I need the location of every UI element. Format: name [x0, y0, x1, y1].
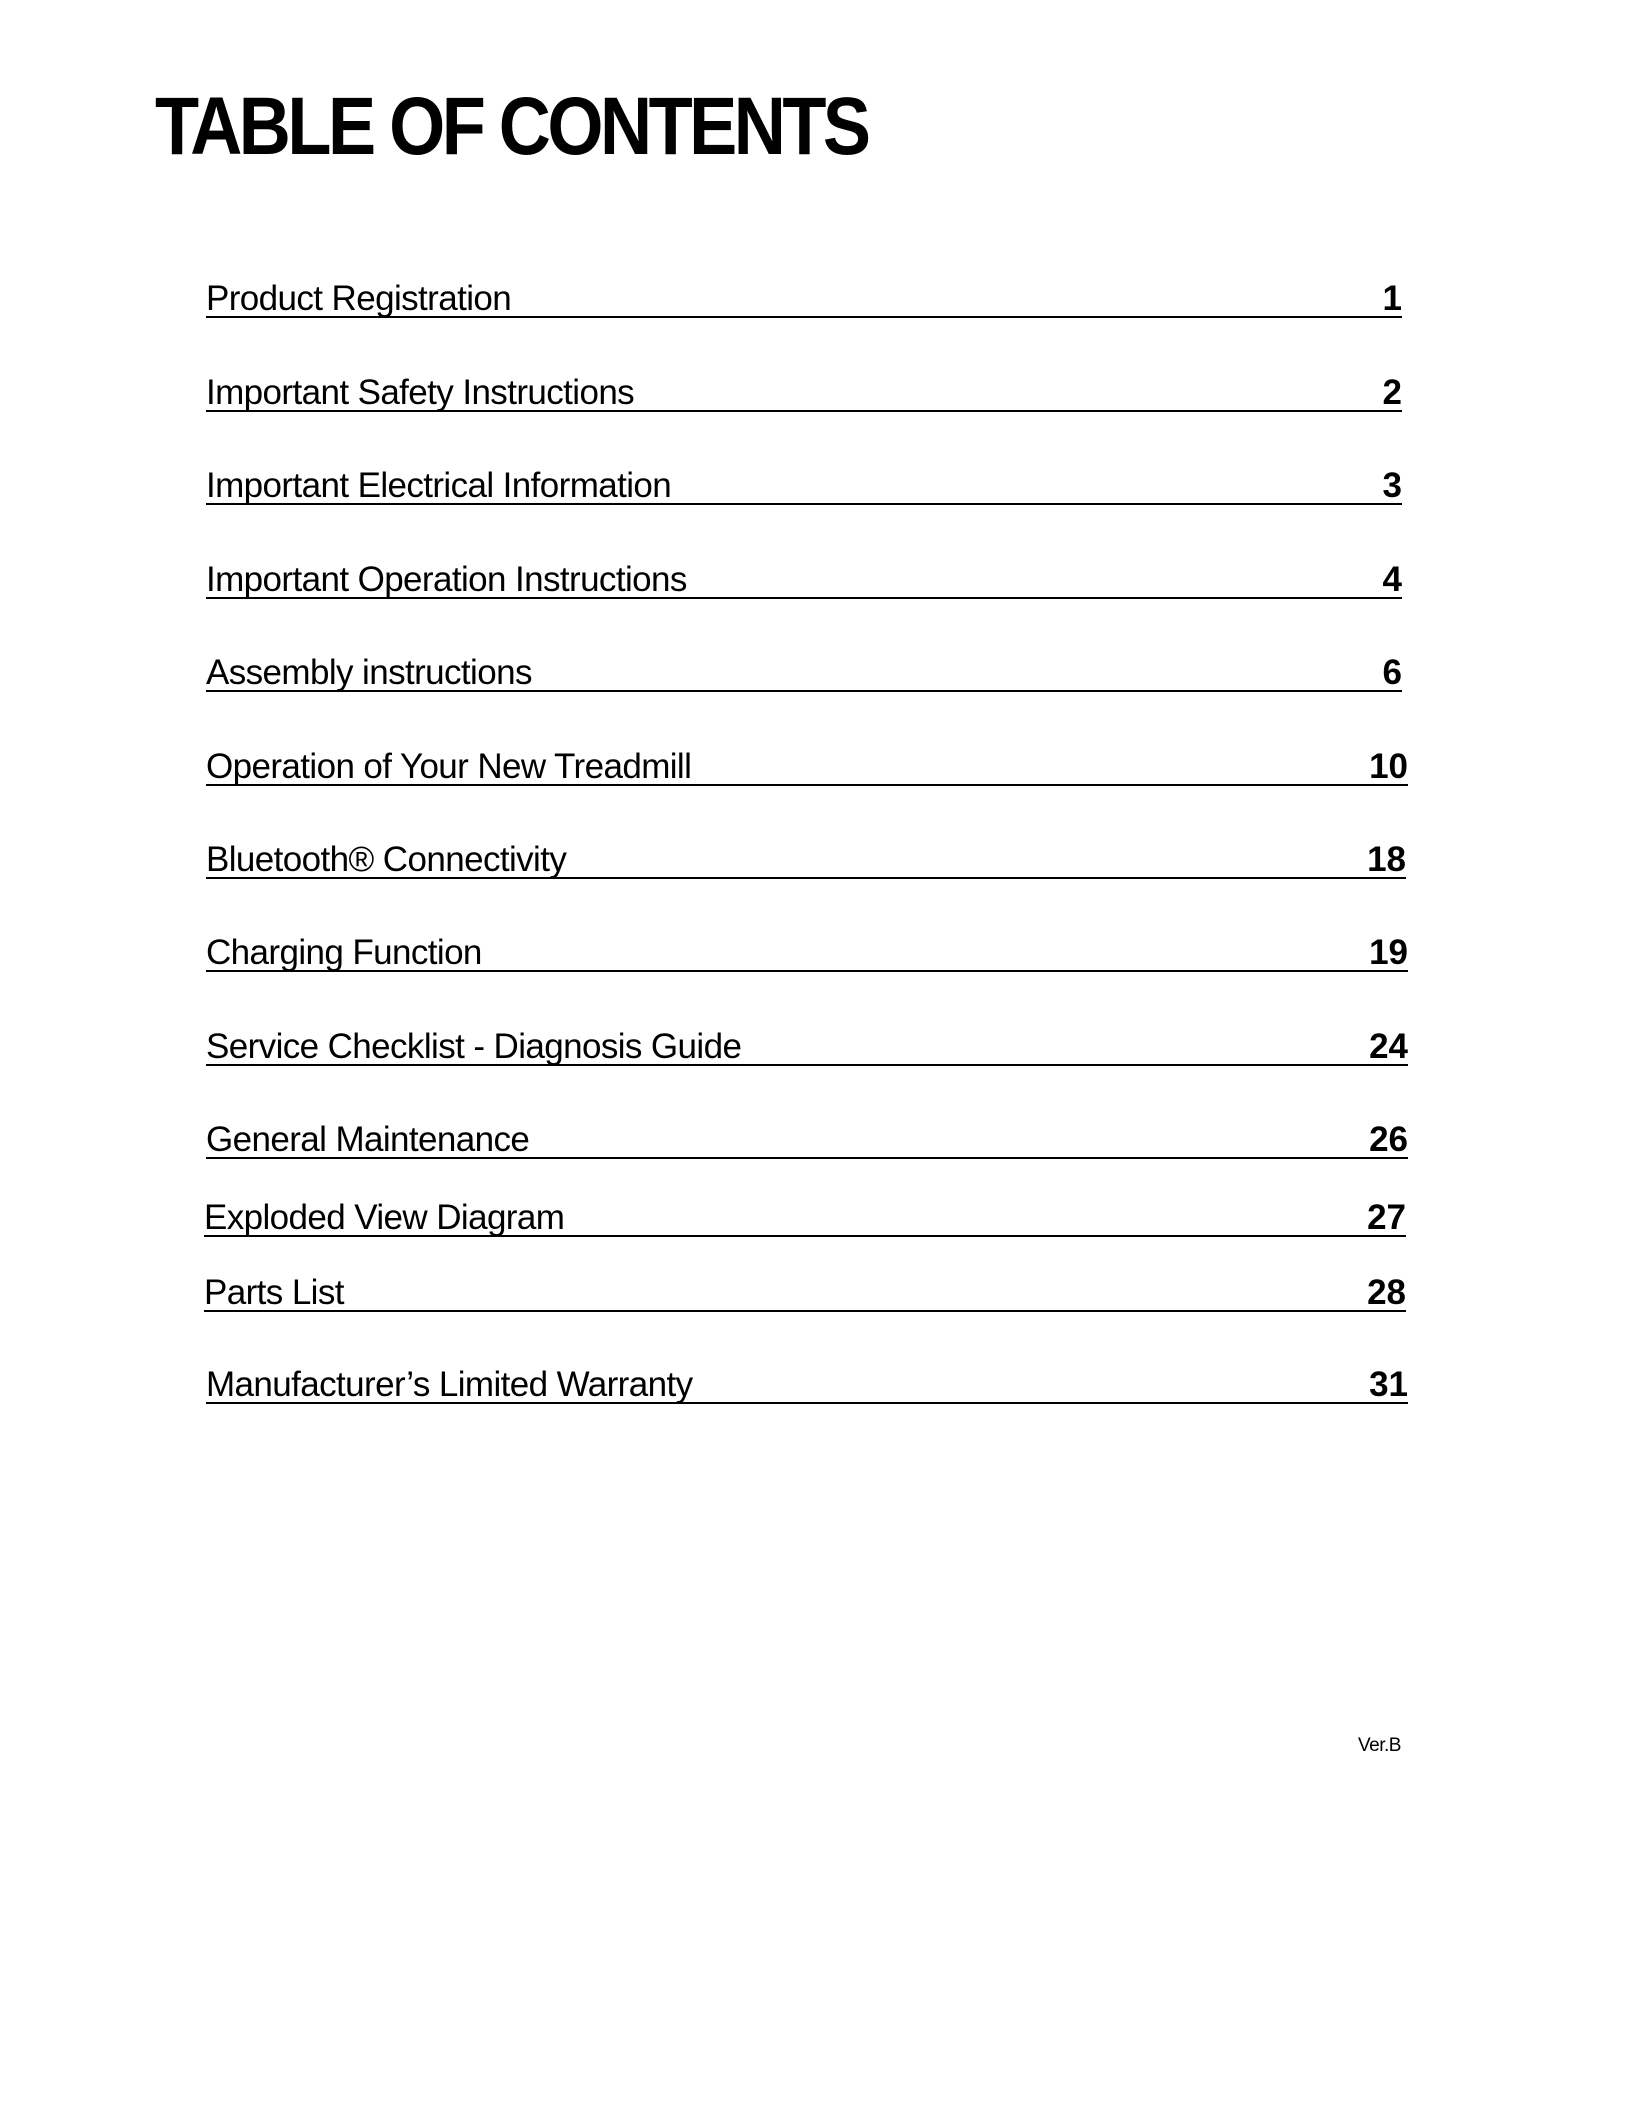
toc-entry-general-maintenance[interactable] [206, 1117, 1408, 1159]
toc-entry-label: Bluetooth® Connectivity [206, 840, 567, 879]
toc-entry-label: Service Checklist - Diagnosis Guide [206, 1027, 742, 1066]
toc-entry-label: Important Safety Instructions [206, 373, 635, 412]
toc-entry-page-number: 6 [1382, 653, 1402, 692]
version-label: Ver.B [1358, 1735, 1401, 1756]
toc-entry-page-number: 31 [1369, 1365, 1408, 1404]
toc-entry-page-number: 1 [1382, 279, 1402, 318]
toc-entry-page-number: 27 [1367, 1198, 1406, 1237]
toc-entry-operation-of-your-new-treadmill[interactable] [206, 744, 1408, 786]
toc-entry-label: Assembly instructions [206, 653, 532, 692]
toc-entry-service-checklist[interactable] [206, 1024, 1408, 1066]
toc-entry-parts-list[interactable] [204, 1270, 1406, 1312]
toc-entry-label: Parts List [204, 1273, 344, 1312]
toc-entry-product-registration[interactable] [206, 276, 1402, 318]
toc-entry-page-number: 3 [1382, 466, 1402, 505]
toc-entry-page-number: 10 [1369, 747, 1408, 786]
toc-entry-label: Charging Function [206, 933, 482, 972]
toc-entry-important-electrical-information[interactable] [206, 463, 1402, 505]
toc-entry-page-number: 26 [1369, 1120, 1408, 1159]
toc-entry-label: Product Registration [206, 279, 512, 318]
page-title: TABLE OF CONTENTS [155, 81, 868, 172]
toc-entry-label: Exploded View Diagram [204, 1198, 565, 1237]
toc-entry-label: Important Operation Instructions [206, 560, 687, 599]
toc-entry-page-number: 4 [1382, 560, 1402, 599]
toc-entry-page-number: 24 [1369, 1027, 1408, 1066]
toc-entry-assembly-instructions[interactable] [206, 650, 1402, 692]
toc-entry-manufacturers-limited-warranty[interactable] [206, 1362, 1408, 1404]
toc-entry-important-safety-instructions[interactable] [206, 370, 1402, 412]
toc-entry-charging-function[interactable] [206, 930, 1408, 972]
toc-entry-exploded-view-diagram[interactable] [204, 1195, 1406, 1237]
toc-entry-label: Manufacturer’s Limited Warranty [206, 1365, 693, 1404]
toc-entry-label: General Maintenance [206, 1120, 530, 1159]
toc-entry-page-number: 28 [1367, 1273, 1406, 1312]
toc-entry-page-number: 2 [1382, 373, 1402, 412]
toc-entry-bluetooth-connectivity[interactable] [206, 837, 1406, 879]
toc-entry-label: Operation of Your New Treadmill [206, 747, 692, 786]
toc-entry-label: Important Electrical Information [206, 466, 672, 505]
toc-entry-page-number: 19 [1369, 933, 1408, 972]
toc-entry-page-number: 18 [1367, 840, 1406, 879]
toc-entry-important-operation-instructions[interactable] [206, 557, 1402, 599]
